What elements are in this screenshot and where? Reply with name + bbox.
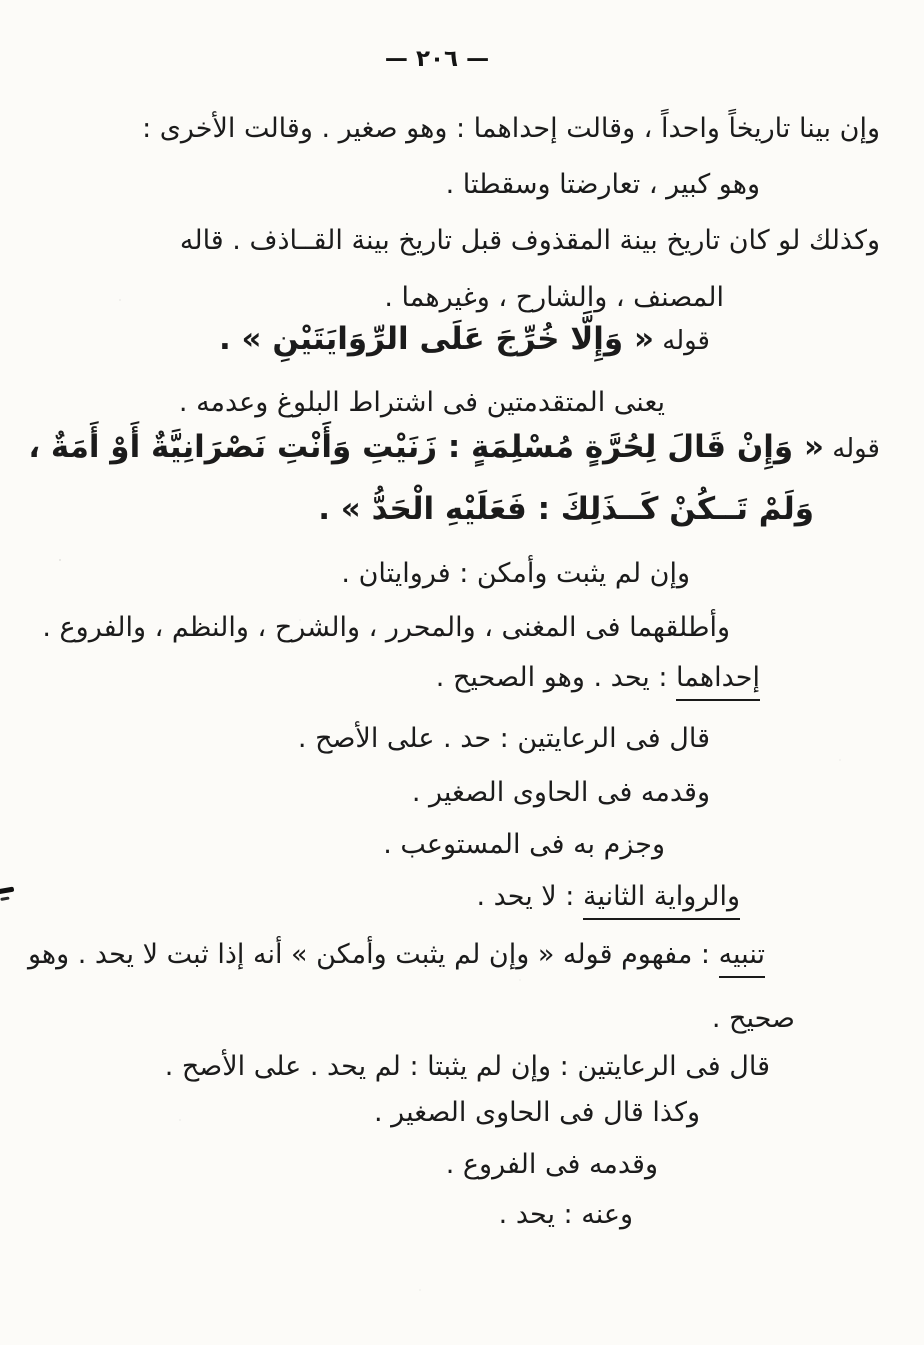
ruling-line-first: [436, 661, 760, 695]
text-part: صحيح .: [711, 1003, 795, 1034]
page-number: — ٢٠٦ —: [384, 46, 490, 72]
ruling-line-second: [476, 880, 740, 914]
text-part: وعنه : يحد .: [498, 1199, 633, 1230]
commentary-line-5: [42, 611, 730, 645]
commentary-line-6: [298, 722, 710, 756]
tanbih-line-b: [712, 1002, 795, 1036]
text-part: وقدمه فى الفروع .: [445, 1149, 658, 1180]
matn-quote-line-2b: [318, 490, 814, 529]
text-part: : لا يحد .: [476, 881, 583, 912]
underlined-term: تنبيه: [719, 939, 765, 978]
scan-edge-artifact: [0, 887, 14, 895]
commentary-line-3: [179, 386, 665, 420]
text-part: قال فى الرعايتين : حد . على الأصح .: [297, 723, 710, 754]
commentary-line-9: [165, 1050, 770, 1084]
commentary-line-2a: [180, 224, 880, 258]
underlined-term: والرواية الثانية: [583, 881, 740, 920]
matn-quote-line-1: [219, 320, 710, 359]
text-part: وكذا قال فى الحاوى الصغير .: [374, 1097, 700, 1128]
text-part: وإن بينا تاريخاً واحداً ، وقالت إحداهما : وهو صغير . وقالت الأخرى :: [142, 113, 880, 144]
matn-quote-line-2a: [28, 428, 880, 467]
text-part: قال فى الرعايتين : وإن لم يثبتا : لم يحد . على الأصح .: [164, 1051, 770, 1082]
text-part: يعنى المتقدمتين فى اشتراط البلوغ وعدمه .: [178, 387, 665, 418]
text-part: وهو كبير ، تعارضتا وسقطتا .: [445, 169, 760, 200]
text-part: وجزم به فى المستوعب .: [383, 829, 665, 860]
text-part: قوله: [654, 326, 710, 356]
text-part: « وَإِنْ قَالَ لِحُرَّةٍ مُسْلِمَةٍ : زَنَيْتِ وَأَنْتِ نَصْرَانِيَّةٌ أَوْ أَمَةٌ ،: [28, 429, 824, 465]
commentary-line-7: [412, 776, 710, 810]
text-part: وكذلك لو كان تاريخ بينة المقذوف قبل تاريخ بينة القــاذف . قاله: [179, 225, 880, 256]
commentary-line-1a: [142, 112, 880, 146]
text-part: وإن لم يثبت وأمكن : فروايتان .: [341, 558, 690, 589]
text-part: : مفهوم قوله « وإن لم يثبت وأمكن » أنه إذا ثبت لا يحد . وهو: [27, 939, 719, 970]
commentary-line-10: [374, 1096, 700, 1130]
commentary-line-1b: [446, 168, 760, 202]
text-part: « وَإِلَّا خُرِّجَ عَلَى الرِّوَايَتَيْنِ » .: [218, 321, 654, 357]
commentary-line-12: [499, 1198, 633, 1232]
underlined-term: إحداهما: [676, 662, 760, 701]
text-part: قوله: [824, 434, 880, 464]
text-part: وقدمه فى الحاوى الصغير .: [411, 777, 710, 808]
text-part: المصنف ، والشارح ، وغيرهما .: [384, 282, 724, 313]
commentary-line-2b: [384, 281, 724, 315]
tanbih-line-a: [28, 938, 765, 972]
commentary-line-11: [446, 1148, 658, 1182]
text-part: : يحد . وهو الصحيح .: [435, 662, 677, 693]
text-part: وأطلقهما فى المغنى ، والمحرر ، والشرح ، والنظم ، والفروع .: [42, 612, 730, 643]
text-part: وَلَمْ تَــكُنْ كَــذَلِكَ : فَعَلَيْهِ الْحَدُّ » .: [318, 491, 814, 527]
commentary-line-4: [341, 557, 690, 591]
commentary-line-8: [383, 828, 665, 862]
